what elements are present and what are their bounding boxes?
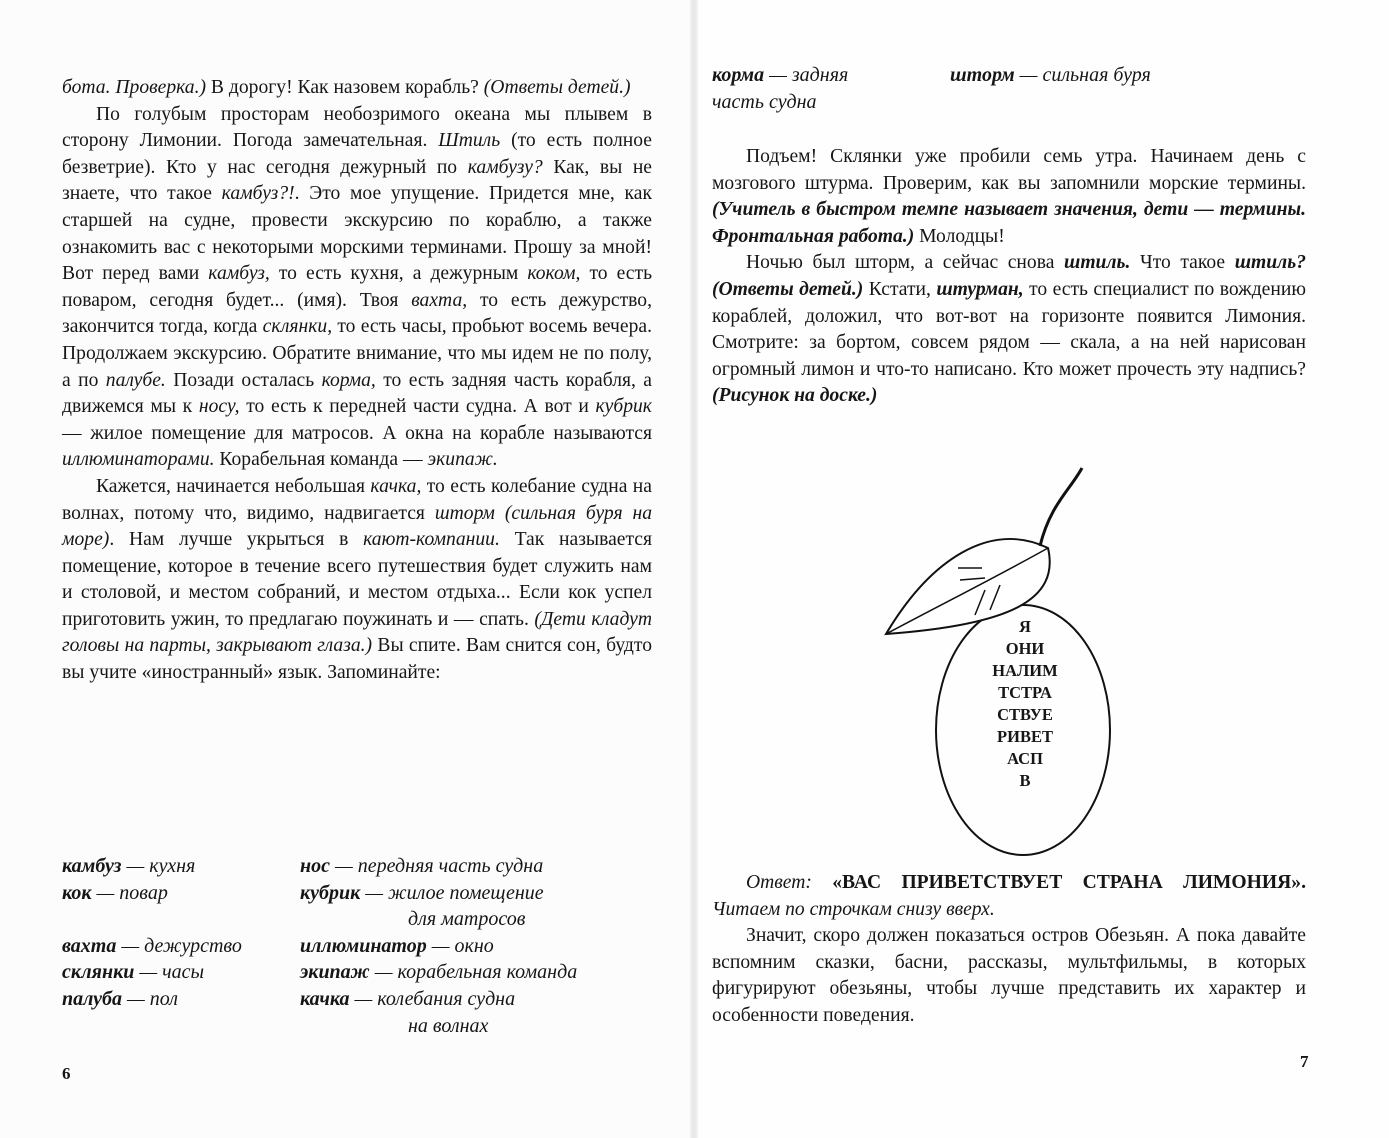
glossary-term: иллюминатор: [300, 934, 427, 957]
glossary-definition: — жилое помещение: [360, 881, 544, 904]
text-run: В дорогу! Как назовем корабль?: [206, 77, 484, 98]
text-run: Кажется, начинается небольшая: [96, 475, 371, 497]
glossary-definition: — сильная буря: [1014, 64, 1151, 86]
glossary-term: склянки: [62, 961, 135, 984]
text-run: Вы спите. Вам снится сон, будто вы учите «иностранный» язык. Запоминайте:: [62, 635, 652, 684]
text-run: то есть к передней части судна. А вот и: [239, 396, 596, 418]
glossary-definition: — кухня: [121, 855, 196, 877]
text-run: то есть специалист по вождению кораблей, доложил, что вот-вот на горизонте появится Лимония. Смотрите: за бортом, совсем рядом — скала, а на ней нарисован огромный лимон и что-то написано. Кто может прочесть эту надпись?: [712, 278, 1306, 380]
glossary-definition: — пол: [121, 987, 178, 1010]
text-run: Читаем по строчкам снизу вверх.: [712, 898, 995, 920]
text-run: Так называется помещение, которое в течение всего путешествия будет служить нам и столовой, и местом собраний, и местом отдыха... Если кок успел приготовить ужин, то предлагаю поужинать и — спать.: [62, 529, 652, 630]
text-run: . Нам лучше укрыться в: [109, 529, 364, 551]
answer-paragraph: [712, 870, 1306, 923]
text-run: кубрик: [595, 396, 652, 418]
lemon-line: Я: [1019, 617, 1031, 636]
glossary-definition-continued: на волнах: [408, 1014, 489, 1037]
text-run: Кстати,: [863, 278, 937, 300]
text-run: «ВАС ПРИВЕТСТВУЕТ СТРАНА ЛИМОНИЯ».: [811, 872, 1306, 893]
page-number-left: 6: [62, 1064, 71, 1083]
text-run: бота. Проверка.): [62, 77, 207, 98]
glossary-definition: — повар: [91, 881, 168, 904]
text-run: (Рисунок на доске.): [712, 385, 878, 407]
text-run: (Дети кладут головы на парты, закрывают глаза.): [62, 608, 652, 657]
text-run: качка,: [370, 475, 422, 497]
lemon-line: ОНИ: [1005, 639, 1045, 658]
text-run: Подъем! Склянки уже пробили семь утра. Начинаем день с мозгового штурма. Проверим, как вы запомнили морские термины.: [712, 146, 1306, 194]
text-run: Как, вы не знаете, что такое: [62, 156, 653, 205]
text-run: (Ответы детей.): [483, 77, 631, 98]
text-run: иллюминаторами.: [62, 449, 215, 471]
text-run: Штиль: [438, 130, 501, 152]
text-run: шторм (сильная буря на море): [62, 502, 652, 551]
text-run: Значит, скоро должен показаться остров Обезьян. А пока давайте вспомним сказки, басни, рассказы, мультфильмы, в которых фигурируют обезьяны, чтобы лучше представить их характер и особенности поведения.: [712, 925, 1306, 1026]
glossary-term: палуба: [62, 987, 122, 1010]
text-run: камбузу?: [467, 156, 543, 178]
lemon-inscription: [960, 616, 1090, 792]
text-run: Что такое: [1130, 252, 1235, 274]
lemon-line: РИВЕТ: [997, 727, 1053, 746]
text-run: то есть колебание судна на волнах, потому что, видимо, надвигается: [62, 475, 652, 524]
text-run: палубе.: [105, 369, 166, 391]
glossary-definition: — задняя: [764, 64, 849, 86]
text-run: то есть поваром, сегодня будет... (имя). Твоя: [62, 263, 653, 311]
answer-block: [712, 870, 1306, 1030]
glossary-definition: — корабельная команда: [369, 961, 578, 984]
glossary-definition: — колебания судна: [349, 987, 516, 1010]
glossary-term: качка: [300, 987, 350, 1010]
text-run: камбуз?!: [221, 183, 295, 205]
text-run: коком,: [527, 263, 581, 285]
text-run: корма,: [321, 369, 376, 391]
text-run: Ночью был шторм, а сейчас снова: [746, 252, 1064, 274]
glossary-definition: — окно: [426, 934, 494, 957]
glossary-term: вахта: [62, 934, 117, 957]
glossary-term: камбуз: [62, 855, 122, 877]
text-run: (то есть полное безветрие). Кто у нас сегодня дежурный по: [62, 130, 652, 178]
lemon-line: В: [1019, 771, 1031, 790]
glossary-term: кубрик: [300, 881, 361, 904]
glossary-definition-continued: для матросов: [408, 908, 526, 931]
text-run: то есть задняя часть корабля, а движемся мы к: [62, 369, 653, 418]
text-run: то есть дежурство, закончится тогда, когда: [62, 289, 652, 338]
text-run: штурман,: [936, 278, 1024, 300]
text-run: (Учитель в быстром темпе называет значения, дети — термины. Фронтальная работа.): [712, 199, 1306, 247]
glossary-definition: — часы: [134, 961, 205, 984]
lemon-line: НАЛИМ: [992, 661, 1058, 680]
text-run: камбуз,: [208, 263, 270, 285]
text-run: штиль.: [1064, 252, 1131, 274]
text-run: штиль? (Ответы детей.): [712, 252, 1306, 300]
glossary-term: экипаж: [300, 961, 370, 984]
text-run: . Это мое упущение. Придется мне, как старшей на судне, провести экскурсию по кораблю, а также ознакомить вас с некоторыми морскими терминами. Прошу за мной! Вот перед вами: [62, 183, 652, 285]
text-run: то есть часы, пробьют восемь вечера. Продолжаем экскурсию. Обратите внимание, что мы идем не по полу, а по: [62, 316, 652, 391]
text-run: склянки,: [262, 316, 333, 338]
text-run: Корабельная команда —: [214, 449, 428, 471]
text-run: то есть кухня, а дежурным: [269, 263, 528, 285]
text-run: носу,: [198, 396, 240, 418]
text-run: вахта,: [411, 289, 468, 311]
glossary-term: кок: [62, 881, 92, 904]
text-run: — жилое помещение для матросов. А окна на корабле называются: [62, 422, 652, 444]
text-run: Ответ:: [746, 872, 812, 893]
glossary-definition: — дежурство: [116, 934, 242, 957]
lemon-line: АСП: [1007, 749, 1043, 768]
glossary-term: нос: [300, 855, 330, 877]
glossary-term: шторм: [950, 64, 1015, 86]
lemon-line: ТСТРА: [998, 683, 1052, 702]
lemon-line: СТВУЕ: [997, 705, 1053, 724]
glossary-definition: — передняя часть судна: [329, 855, 544, 877]
page-number-right: 7: [1300, 1052, 1309, 1071]
text-run: Позади осталась: [165, 369, 322, 391]
text-run: Молодцы!: [914, 225, 1005, 247]
text-run: экипаж.: [427, 449, 498, 471]
text-run: кают-компании.: [363, 529, 500, 551]
text-run: По голубым просторам необозримого океана мы плывем в сторону Лимонии. Погода замечательная.: [62, 103, 652, 152]
paragraph: [712, 923, 1306, 1029]
glossary-definition-continued: часть судна: [712, 90, 817, 113]
leaf-stem: [1040, 468, 1082, 546]
glossary-term: корма: [712, 64, 765, 86]
